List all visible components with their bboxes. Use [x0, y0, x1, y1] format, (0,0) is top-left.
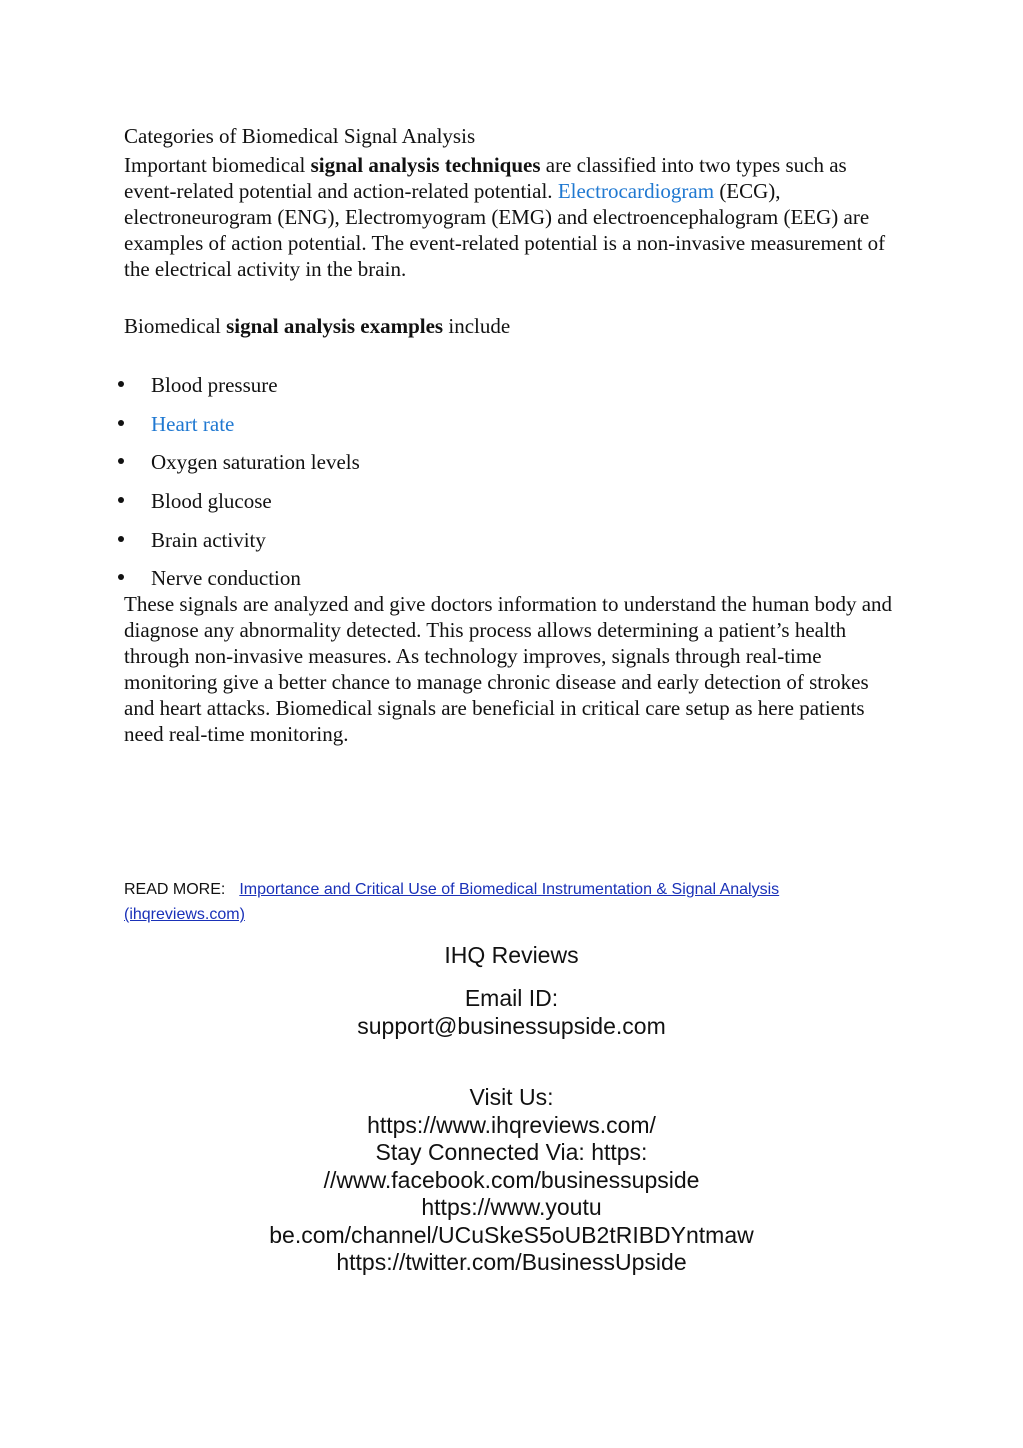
read-more — [124, 877, 904, 927]
list-item — [118, 449, 360, 488]
examples-list — [118, 372, 360, 604]
bullet-icon — [118, 497, 124, 503]
list-item-label: Brain activity — [151, 527, 266, 552]
intro-bold-techniques: signal analysis techniques — [310, 153, 541, 177]
examples-intro-text-1: Biomedical — [124, 314, 227, 338]
examples-intro-bold: signal analysis examples — [226, 314, 444, 338]
intro-text-3: (ECG), electroneurogram (ENG), Electromyogram (EMG) and electroencephalogram (EEG) are examples of action potential. The event-related potential is a non-invasive measurement of the electrical activity in the brain. — [124, 179, 886, 281]
list-item-link[interactable]: Heart rate — [151, 411, 235, 436]
bullet-icon — [118, 381, 124, 387]
website-link[interactable]: https://www.ihqreviews.com/ — [367, 1111, 656, 1138]
email-block — [0, 985, 1023, 1040]
read-more-label: READ MORE: — [124, 881, 226, 898]
read-more-link[interactable]: Importance and Critical Use of Biomedical Instrumentation & Signal Analysis (ihqreviews.com) — [124, 881, 780, 923]
list-item — [118, 411, 360, 450]
bullet-icon — [118, 536, 124, 542]
bullet-icon — [118, 420, 124, 426]
list-item-label: Blood glucose — [151, 489, 272, 514]
examples-intro-text-2: include — [443, 314, 511, 338]
bullet-icon — [118, 574, 124, 580]
contact-block — [0, 1084, 1023, 1277]
examples-intro — [124, 313, 904, 339]
signals-paragraph: These signals are analyzed and give doctors information to understand the human body and diagnose any abnormality detected. This process allows determining a patient’s health through non-invasive measures. As technology improves, signals through real-time monitoring give a better chance to manage chronic disease and early detection of strokes and heart attacks. Biomedical signals are beneficial in critical care setup as here patients need real-time monitoring. — [124, 592, 893, 746]
list-item-label: Blood pressure — [151, 373, 278, 397]
list-item-label: Nerve conduction — [151, 566, 301, 591]
section-heading: Categories of Biomedical Signal Analysis — [124, 124, 476, 148]
intro-paragraph — [124, 152, 904, 282]
list-item — [118, 372, 360, 411]
youtube-link-line-2[interactable]: be.com/channel/UCuSkeS5oUB2tRIBDYntmaw — [269, 1221, 754, 1248]
list-item — [118, 527, 360, 566]
intro-text-1: Important biomedical — [124, 153, 311, 177]
stay-connected-line-1: Stay Connected Via: https: — [375, 1139, 648, 1165]
bullet-icon — [118, 458, 124, 464]
twitter-link[interactable]: https://twitter.com/BusinessUpside — [336, 1249, 687, 1275]
facebook-link[interactable]: //www.facebook.com/businessupside — [323, 1166, 700, 1193]
list-item — [118, 488, 360, 527]
list-item-label: Oxygen saturation levels — [151, 450, 360, 475]
email-address[interactable]: support@businessupside.com — [357, 1012, 666, 1039]
brand-name: IHQ Reviews — [444, 942, 579, 968]
visit-label: Visit Us: — [469, 1084, 554, 1110]
youtube-link-line-1[interactable]: https://www.youtu — [421, 1194, 602, 1220]
intro-text-2: are classified into two types such as event-related potential and action-related potential. — [124, 153, 847, 203]
email-label: Email ID: — [464, 985, 559, 1011]
electrocardiogram-link[interactable]: Electrocardiogram — [557, 179, 715, 203]
